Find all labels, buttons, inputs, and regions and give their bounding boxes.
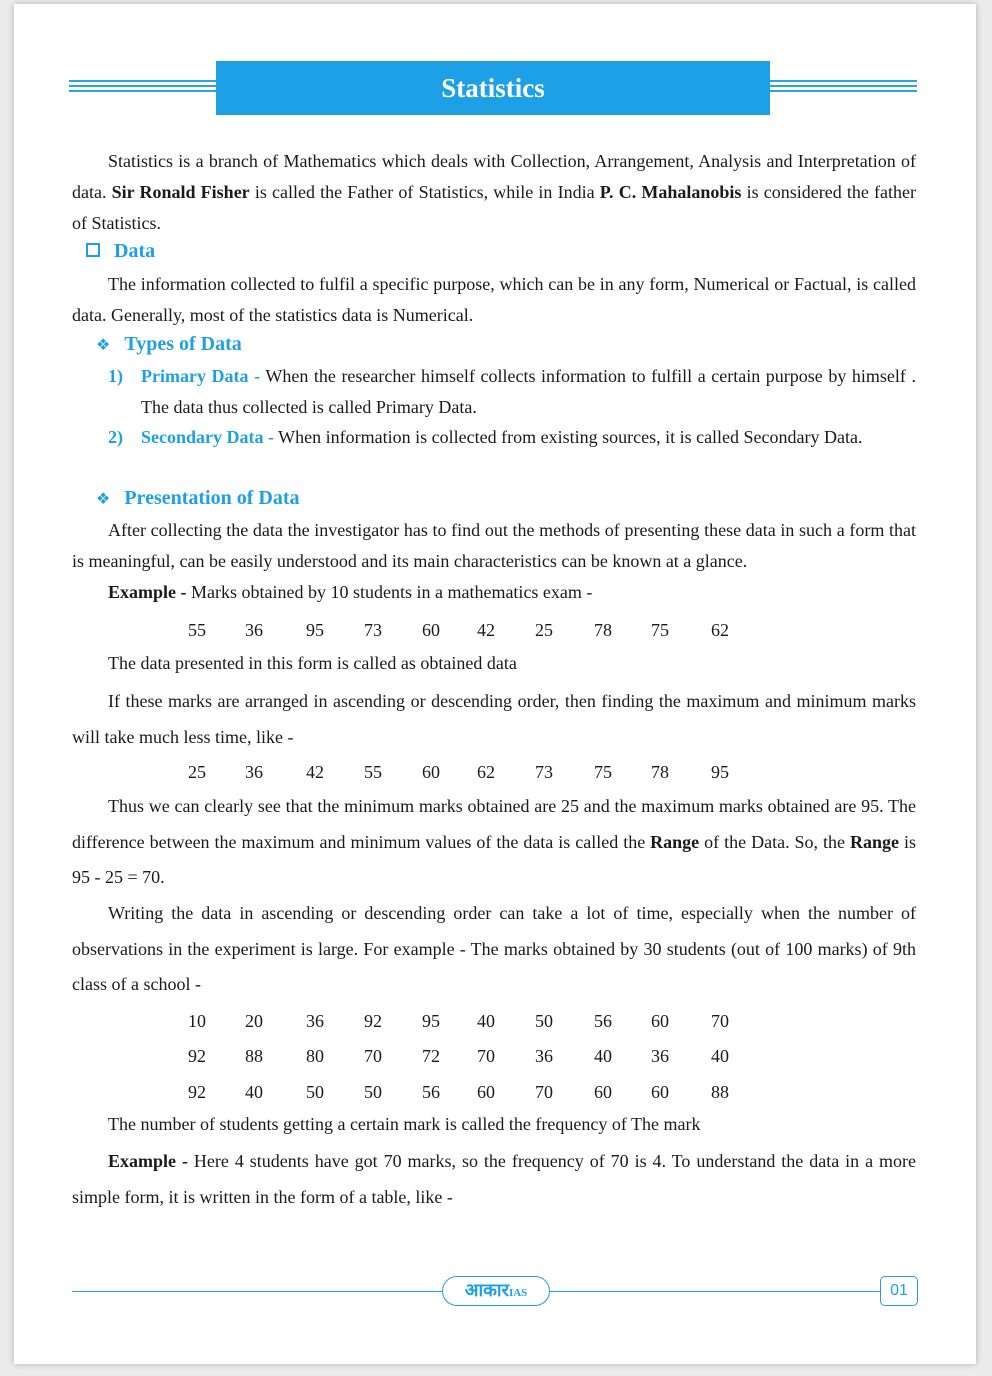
mark-value: 20 xyxy=(245,1011,263,1031)
footer-rule-left xyxy=(72,1291,442,1292)
term-primary-data: Primary Data - xyxy=(141,366,261,386)
mark-value: 92 xyxy=(188,1082,206,1102)
primary-data-text: When the researcher himself collects information to fulfill a certain purpose by himself . The data thus collected is called Primary Data. xyxy=(141,366,916,417)
types-heading xyxy=(96,333,242,356)
mark-value: 95 xyxy=(711,762,729,782)
title-rule-right-bottom xyxy=(770,90,917,92)
data-paragraph: The information collected to fulfil a specific purpose, which can be in any form, Numerical or Factual, is called data. Generally, most of the statistics data is Numerical. xyxy=(72,274,916,325)
mark-value: 88 xyxy=(245,1046,263,1066)
title-rule-right-top xyxy=(770,80,917,82)
list-item-secondary xyxy=(108,422,916,453)
mark-value: 40 xyxy=(245,1082,263,1102)
frequency-text: The number of students getting a certain mark is called the frequency of The mark xyxy=(108,1114,701,1134)
mark-value: 60 xyxy=(651,1011,669,1031)
square-bullet-icon xyxy=(86,243,100,257)
mark-value: 70 xyxy=(535,1082,553,1102)
mark-value: 70 xyxy=(477,1046,495,1066)
list-number: 1) xyxy=(108,366,123,386)
obtained-data-text: The data presented in this form is called as obtained data xyxy=(108,653,517,673)
mark-value: 73 xyxy=(364,620,382,640)
range-bold: Range xyxy=(850,831,899,852)
title-rule-left-mid xyxy=(69,85,216,87)
diamond-bullet-icon: ❖ xyxy=(96,489,111,508)
intro-text-2: is called the Father of Statistics, while in India xyxy=(249,182,600,202)
logo-sub-text: IAS xyxy=(508,1287,528,1299)
presentation-heading-label: Presentation of Data xyxy=(124,487,300,509)
diamond-bullet-icon: ❖ xyxy=(96,335,111,354)
title-rule-left-bottom xyxy=(69,90,216,92)
mark-value: 95 xyxy=(306,620,324,640)
mark-value: 50 xyxy=(364,1082,382,1102)
mark-value: 60 xyxy=(594,1082,612,1102)
mark-value: 60 xyxy=(422,620,440,640)
secondary-data-text: When information is collected from existing sources, it is called Secondary Data. xyxy=(274,427,863,447)
presentation-heading xyxy=(96,487,300,510)
mark-value: 72 xyxy=(422,1046,440,1066)
range-text-1: Thus we can clearly see that the minimum marks obtained are 25 and the maximum marks obtained are 95. The difference between the maximum and minimum values of the data is called the xyxy=(72,796,916,852)
mark-value: 25 xyxy=(535,620,553,640)
mark-value: 56 xyxy=(422,1082,440,1102)
range-bold: Range xyxy=(650,831,700,852)
mark-value: 40 xyxy=(594,1046,612,1066)
example-label: Example - xyxy=(108,1151,188,1171)
intro-text-1: Statistics is a branch of Mathematics which deals with Collection, Arrangement, Analysis and Interpretation of data. xyxy=(72,151,916,202)
example-2 xyxy=(72,1144,916,1215)
mark-value: 50 xyxy=(535,1011,553,1031)
mark-value: 42 xyxy=(477,620,495,640)
intro-bold-mahalanobis: P. C. Mahalanobis xyxy=(599,182,742,202)
mark-value: 95 xyxy=(422,1011,440,1031)
types-heading-label: Types of Data xyxy=(124,333,242,355)
intro-paragraph xyxy=(72,146,916,239)
intro-bold-fisher: Sir Ronald Fisher xyxy=(111,182,250,202)
mark-value: 70 xyxy=(711,1011,729,1031)
range-text-2: of the Data. So, the xyxy=(699,831,850,852)
example-1 xyxy=(72,577,916,608)
mark-value: 36 xyxy=(651,1046,669,1066)
list-item-primary xyxy=(108,361,916,423)
mark-value: 92 xyxy=(364,1011,382,1031)
mark-value: 36 xyxy=(535,1046,553,1066)
mark-value: 40 xyxy=(477,1011,495,1031)
mark-value: 56 xyxy=(594,1011,612,1031)
mark-value: 36 xyxy=(245,620,263,640)
mark-value: 80 xyxy=(306,1046,324,1066)
example-2-text: Here 4 students have got 70 marks, so the frequency of 70 is 4. To understand the data in a more simple form, it is written in the form of a table, like - xyxy=(72,1151,917,1207)
mark-value: 88 xyxy=(711,1082,729,1102)
mark-value: 60 xyxy=(651,1082,669,1102)
mark-value: 75 xyxy=(594,762,612,782)
mark-value: 62 xyxy=(711,620,729,640)
example-label: Example - xyxy=(108,582,187,602)
logo-main-text: आकार xyxy=(464,1280,509,1301)
range-paragraph xyxy=(72,789,916,896)
mark-value: 10 xyxy=(188,1011,206,1031)
mark-value: 42 xyxy=(306,762,324,782)
data-heading xyxy=(86,240,155,263)
range-text-3: is 95 - 25 = 70. xyxy=(72,831,916,887)
mark-value: 40 xyxy=(711,1046,729,1066)
document-page xyxy=(14,4,976,1364)
mark-value: 55 xyxy=(188,620,206,640)
mark-value: 62 xyxy=(477,762,495,782)
mark-value: 25 xyxy=(188,762,206,782)
page-number: 01 xyxy=(880,1276,918,1306)
title-rule-right-mid xyxy=(770,85,917,87)
mark-value: 36 xyxy=(306,1011,324,1031)
presentation-paragraph: After collecting the data the investigator has to find out the methods of presenting these data in such a form that is meaningful, can be easily understood and its main characteristics can be known at a glance. xyxy=(72,520,916,571)
page-title: Statistics xyxy=(216,61,770,115)
akaar-ias-logo xyxy=(442,1276,550,1306)
intro-text-3: is considered the father of Statistics. xyxy=(72,182,917,233)
mark-value: 60 xyxy=(477,1082,495,1102)
mark-value: 78 xyxy=(651,762,669,782)
data-heading-label: Data xyxy=(114,240,156,262)
footer-rule-right xyxy=(550,1291,880,1292)
title-rule-left-top xyxy=(69,80,216,82)
list-number: 2) xyxy=(108,427,123,447)
mark-value: 73 xyxy=(535,762,553,782)
mark-value: 70 xyxy=(364,1046,382,1066)
writing-paragraph: Writing the data in ascending or descending order can take a lot of time, especially when the number of observations in the experiment is large. For example - The marks obtained by 30 students (out of 100 marks) of 9th class of a school - xyxy=(72,903,916,994)
mark-value: 75 xyxy=(651,620,669,640)
arranged-paragraph: If these marks are arranged in ascending or descending order, then finding the maximum and minimum marks will take much less time, like - xyxy=(72,691,916,747)
mark-value: 78 xyxy=(594,620,612,640)
mark-value: 92 xyxy=(188,1046,206,1066)
mark-value: 50 xyxy=(306,1082,324,1102)
example-1-text: Marks obtained by 10 students in a mathematics exam - xyxy=(186,582,593,602)
term-secondary-data: Secondary Data - xyxy=(141,427,274,447)
mark-value: 36 xyxy=(245,762,263,782)
mark-value: 55 xyxy=(364,762,382,782)
mark-value: 60 xyxy=(422,762,440,782)
